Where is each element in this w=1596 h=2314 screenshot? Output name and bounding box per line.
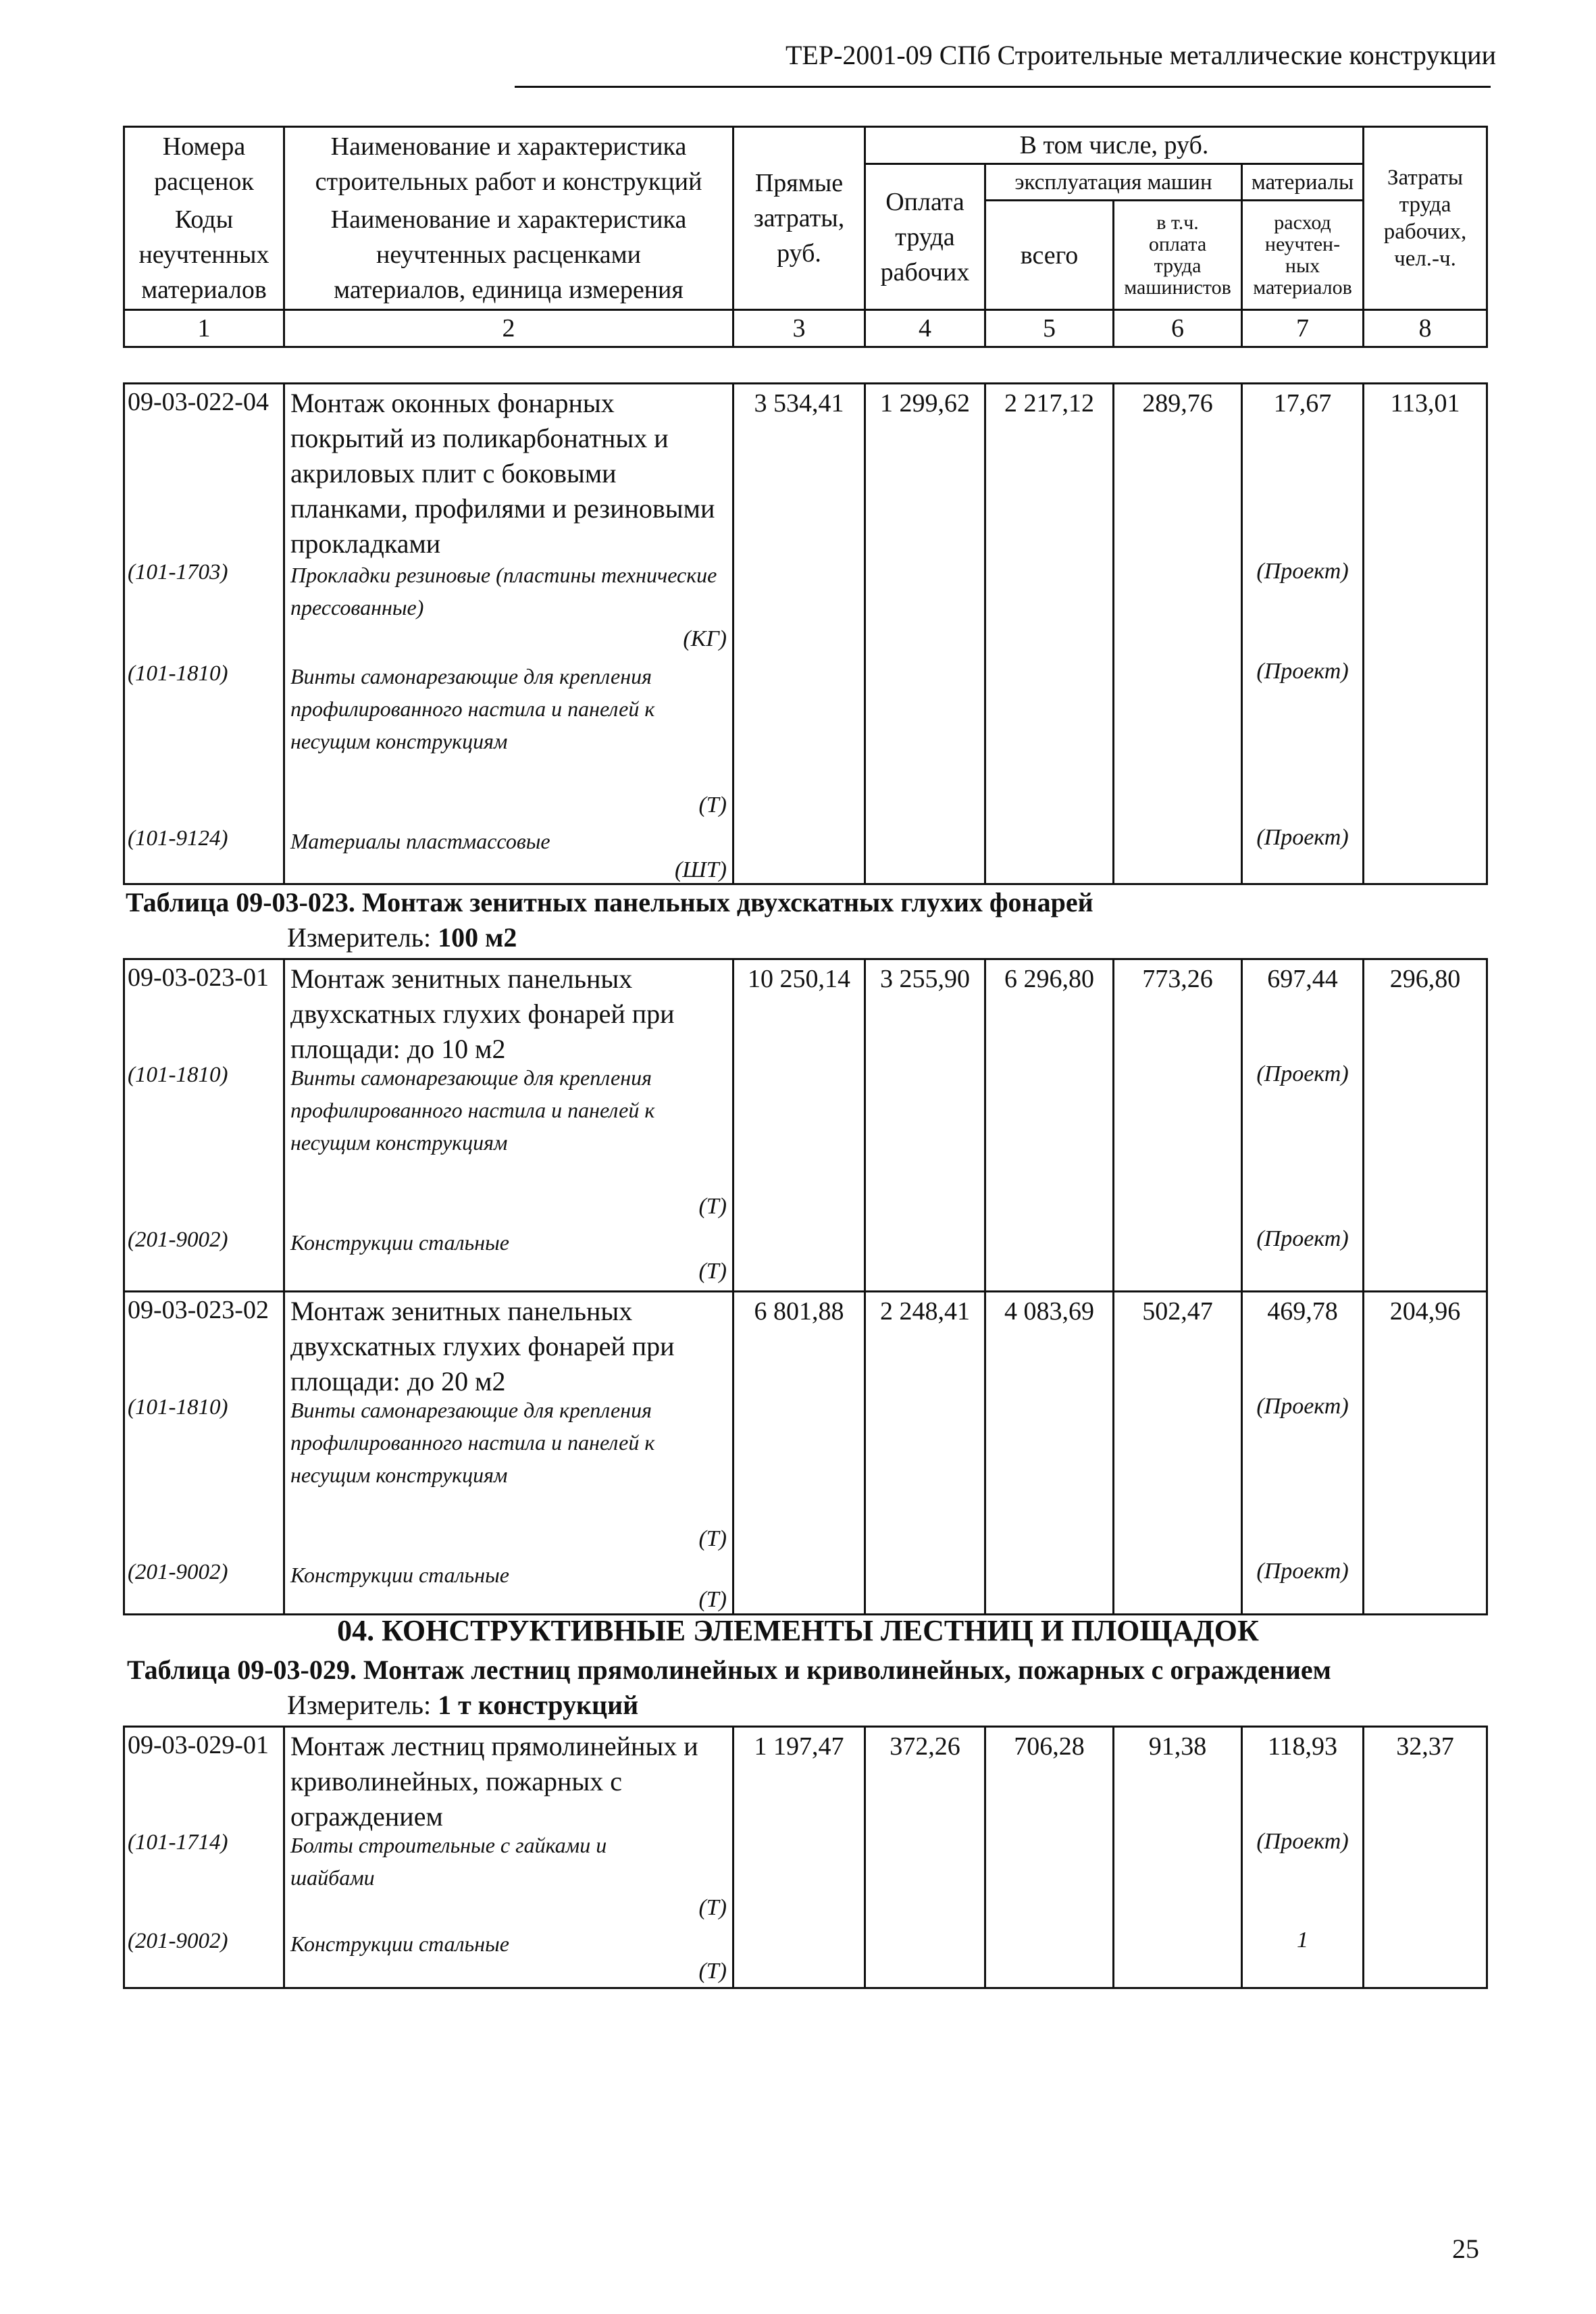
- rate-code: 09-03-029-01: [128, 1731, 269, 1759]
- material-code: (101-1703): [128, 560, 228, 584]
- material-qty: (Проект): [1256, 559, 1349, 584]
- labor-hours: 204,96: [1364, 1292, 1487, 1615]
- material-unit: (Т): [698, 1587, 727, 1612]
- meter-line: [287, 922, 517, 953]
- rate-code: 09-03-022-04: [128, 388, 269, 416]
- material-unit: (Т): [698, 1526, 727, 1551]
- rate-name: Монтаж лестниц прямолинейных и криволинейных, пожарных с ограждением: [290, 1731, 698, 1832]
- col1-header-bottom: Коды неучтенных материалов: [124, 201, 284, 310]
- material-unit: (Т): [698, 793, 727, 818]
- meter-label: Измеритель:: [287, 922, 438, 953]
- col3-header: Прямые затраты, руб.: [733, 127, 865, 310]
- code-cell: [124, 1727, 284, 1988]
- material-unit: (Т): [698, 1194, 727, 1219]
- material-name: Винты самонарезающие для крепления профилированного настила и панелей к несущим конструкциям: [290, 1398, 655, 1487]
- material-code: (201-9002): [128, 1228, 228, 1252]
- column-number: 1: [124, 310, 284, 347]
- col7-header: расход неучтен- ных материалов: [1242, 201, 1364, 310]
- rate-name: Монтаж зенитных панельных двухскатных глухих фонарей при площади: до 20 м2: [290, 1296, 675, 1397]
- rate-name: Монтаж зенитных панельных двухскатных глухих фонарей при площади: до 10 м2: [290, 963, 675, 1064]
- material-unit: (КГ): [683, 626, 727, 651]
- materials-cost: 118,93: [1267, 1732, 1338, 1761]
- labor-cost: 3 255,90: [865, 959, 985, 1292]
- direct-cost: 6 801,88: [733, 1292, 865, 1615]
- table-row: [124, 959, 1487, 1292]
- materials-cell: [1242, 1727, 1364, 1988]
- labor-hours: 296,80: [1364, 959, 1487, 1292]
- material-qty: (Проект): [1256, 659, 1349, 684]
- material-qty: (Проект): [1256, 825, 1349, 850]
- materials-cost: 17,67: [1273, 389, 1332, 418]
- column-number: 2: [284, 310, 733, 347]
- header-rule: [515, 86, 1491, 88]
- name-cell: [284, 1292, 733, 1615]
- direct-cost: 3 534,41: [733, 384, 865, 884]
- rate-table-022: [123, 382, 1488, 885]
- material-code: (101-1810): [128, 1063, 228, 1087]
- material-name: Материалы пластмассовые: [290, 829, 550, 853]
- labor-hours: 32,37: [1364, 1727, 1487, 1988]
- column-header-table: [123, 126, 1488, 348]
- col8-header: Затраты труда рабочих, чел.-ч.: [1364, 127, 1487, 310]
- rate-code: 09-03-023-01: [128, 963, 269, 992]
- group-materials-header: материалы: [1242, 164, 1364, 201]
- name-cell: [284, 1727, 733, 1988]
- column-number: 7: [1242, 310, 1364, 347]
- code-cell: [124, 1292, 284, 1615]
- column-number: 4: [865, 310, 985, 347]
- material-qty: (Проект): [1256, 1226, 1349, 1251]
- code-cell: [124, 959, 284, 1292]
- material-unit: (ШТ): [674, 857, 727, 882]
- material-name: Винты самонарезающие для крепления профилированного настила и панелей к несущим конструкциям: [290, 1065, 655, 1155]
- rate-table-029: [123, 1726, 1488, 1989]
- labor-hours: 113,01: [1364, 384, 1487, 884]
- labor-cost: 372,26: [865, 1727, 985, 1988]
- material-name: Прокладки резиновые (пластины технические прессованные): [290, 563, 717, 620]
- materials-cost: 697,44: [1267, 965, 1338, 993]
- operator-cost: 289,76: [1114, 384, 1242, 884]
- table-title: Таблица 09-03-029. Монтаж лестниц прямолинейных и криволинейных, пожарных с ограждением: [127, 1655, 1331, 1685]
- column-number: 3: [733, 310, 865, 347]
- material-name: Болты строительные с гайками и шайбами: [290, 1833, 607, 1890]
- machine-cost: 706,28: [985, 1727, 1114, 1988]
- materials-cell: [1242, 1292, 1364, 1615]
- table-row: [124, 384, 1487, 884]
- column-number: 8: [1364, 310, 1487, 347]
- col6-header: в т.ч. оплата труда машинистов: [1114, 201, 1242, 310]
- material-unit: (Т): [698, 1895, 727, 1920]
- labor-cost: 2 248,41: [865, 1292, 985, 1615]
- col1-header-top: Номера расценок: [124, 127, 284, 201]
- col5-header: всего: [985, 201, 1114, 310]
- section-title: 04. КОНСТРУКТИВНЫЕ ЭЛЕМЕНТЫ ЛЕСТНИЦ И ПЛОЩАДОК: [337, 1614, 1259, 1647]
- material-name: Винты самонарезающие для крепления профилированного настила и панелей к несущим конструкциям: [290, 664, 655, 753]
- material-qty: (Проект): [1256, 1829, 1349, 1854]
- material-unit: (Т): [698, 1259, 727, 1284]
- meter-label: Измеритель:: [287, 1690, 438, 1720]
- group-machines-header: эксплуатация машин: [985, 164, 1242, 201]
- table-title: Таблица 09-03-023. Монтаж зенитных панельных двухскатных глухих фонарей: [126, 887, 1093, 917]
- labor-cost: 1 299,62: [865, 384, 985, 884]
- material-qty: (Проект): [1256, 1394, 1349, 1419]
- name-cell: [284, 384, 733, 884]
- material-name: Конструкции стальные: [290, 1230, 509, 1255]
- materials-cell: [1242, 384, 1364, 884]
- material-qty: (Проект): [1256, 1559, 1349, 1584]
- rate-table-023: [123, 958, 1488, 1615]
- material-code: (201-9002): [128, 1929, 228, 1953]
- code-cell: [124, 384, 284, 884]
- column-number-row: [124, 310, 1487, 347]
- material-code: (201-9002): [128, 1560, 228, 1584]
- material-name: Конструкции стальные: [290, 1932, 509, 1956]
- material-code: (101-1810): [128, 1395, 228, 1419]
- direct-cost: 1 197,47: [733, 1727, 865, 1988]
- material-code: (101-9124): [128, 826, 228, 851]
- material-code: (101-1810): [128, 661, 228, 686]
- machine-cost: 4 083,69: [985, 1292, 1114, 1615]
- column-number: 6: [1114, 310, 1242, 347]
- col2-header-top: Наименование и характеристика строительных работ и конструкций: [284, 127, 733, 201]
- table-row: [124, 1292, 1487, 1615]
- table-row: [124, 1727, 1487, 1988]
- rate-name: Монтаж оконных фонарных покрытий из поликарбонатных и акриловых плит с боковыми планками, профилями и резиновыми прокладками: [290, 388, 715, 559]
- material-qty: (Проект): [1256, 1061, 1349, 1086]
- material-unit: (Т): [698, 1959, 727, 1984]
- column-number: 5: [985, 310, 1114, 347]
- meter-value: 1 т конструкций: [438, 1690, 639, 1720]
- col4-header: Оплата труда рабочих: [865, 164, 985, 310]
- page-number: 25: [1452, 2234, 1479, 2264]
- direct-cost: 10 250,14: [733, 959, 865, 1292]
- name-cell: [284, 959, 733, 1292]
- operator-cost: 91,38: [1114, 1727, 1242, 1988]
- operator-cost: 502,47: [1114, 1292, 1242, 1615]
- meter-value: 100 м2: [438, 922, 517, 953]
- operator-cost: 773,26: [1114, 959, 1242, 1292]
- material-code: (101-1714): [128, 1830, 228, 1855]
- rate-code: 09-03-023-02: [128, 1296, 269, 1324]
- material-name: Конструкции стальные: [290, 1563, 509, 1587]
- material-qty: 1: [1297, 1928, 1308, 1953]
- materials-cost: 469,78: [1267, 1297, 1338, 1326]
- machine-cost: 2 217,12: [985, 384, 1114, 884]
- machine-cost: 6 296,80: [985, 959, 1114, 1292]
- running-header: ТЕР-2001-09 СПб Строительные металлические конструкции: [785, 40, 1496, 70]
- materials-cell: [1242, 959, 1364, 1292]
- meter-line: [287, 1689, 638, 1721]
- group-including-header: В том числе, руб.: [865, 127, 1364, 164]
- col2-header-bottom: Наименование и характеристика неучтенных расценками материалов, единица измерения: [284, 201, 733, 310]
